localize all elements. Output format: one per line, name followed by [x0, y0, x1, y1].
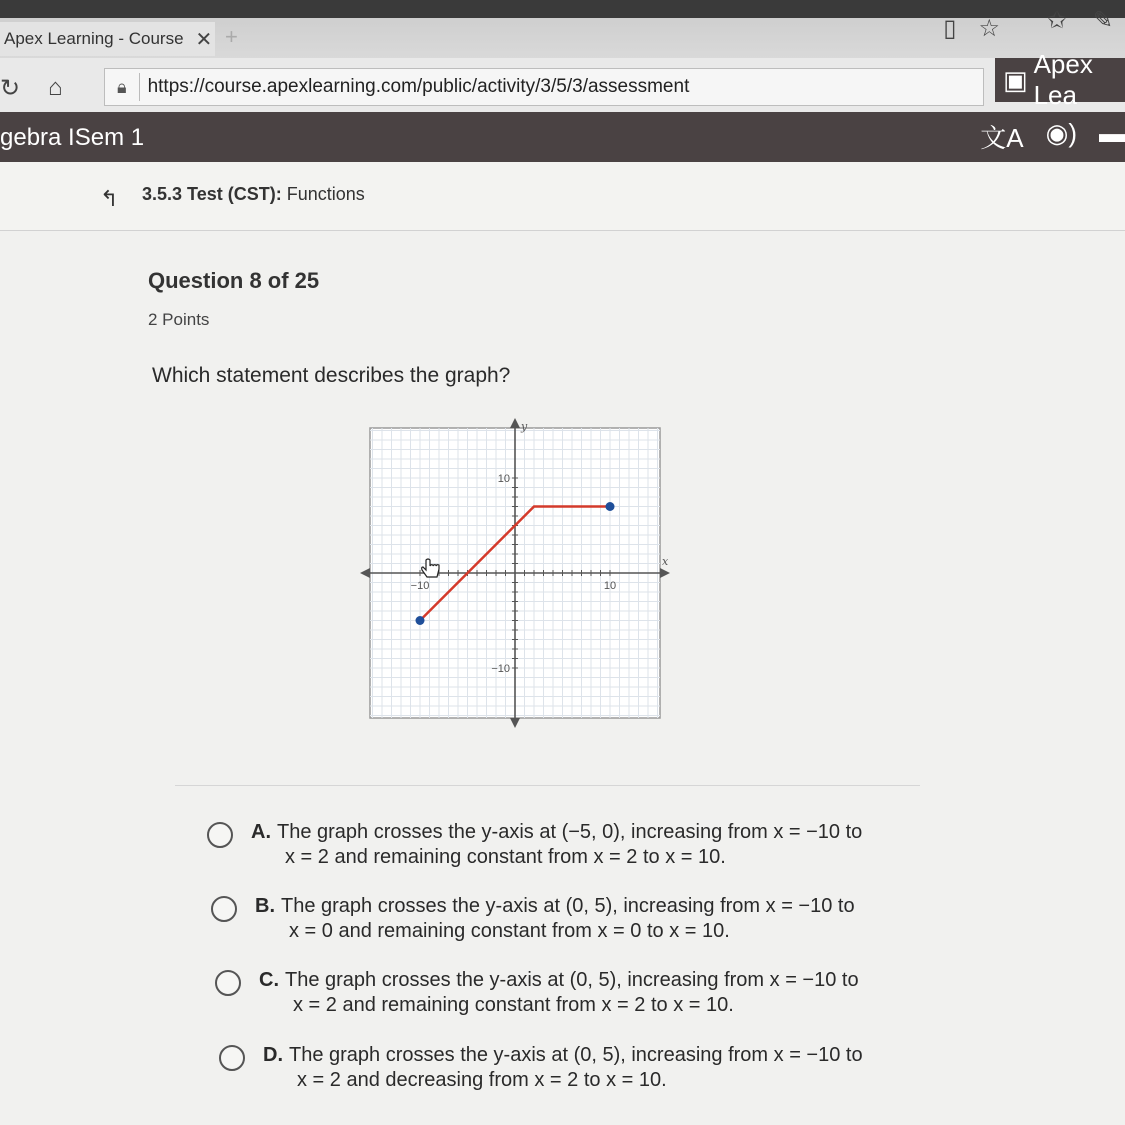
choice-a[interactable] [207, 820, 862, 870]
choice-text-a-line2: x = 2 and remaining constant from x = 2 to x = 10. [285, 846, 726, 868]
lesson-name: Functions [286, 184, 365, 204]
divider [175, 785, 920, 786]
toolbar-actions [1047, 6, 1113, 35]
graph-endpoint-start [416, 616, 425, 625]
radio-a[interactable] [207, 822, 233, 848]
x-axis-arrow-right [660, 568, 670, 578]
choice-text-d-line1: The graph crosses the y-axis at (0, 5), increasing from x = −10 to [289, 1044, 863, 1066]
choice-text-c-line2: x = 2 and remaining constant from x = 2 to x = 10. [293, 994, 734, 1016]
choice-text-a-line1: The graph crosses the y-axis at (−5, 0), increasing from x = −10 to [277, 821, 863, 843]
function-graph [360, 418, 680, 738]
choice-c[interactable] [215, 968, 859, 1018]
x-axis-arrow-left [360, 568, 370, 578]
question-title: Question 8 of 25 [148, 268, 320, 293]
address-separator [139, 73, 140, 101]
choice-text-b-line1: The graph crosses the y-axis at (0, 5), increasing from x = −10 to [281, 895, 855, 917]
apex-brand-text: Apex Lea [1033, 49, 1093, 110]
choice-letter-b: B. [255, 895, 275, 917]
tab-actions [943, 14, 1000, 43]
tick-label-x-pos: 10 [603, 580, 617, 592]
apex-header [0, 112, 1125, 162]
new-tab-icon[interactable]: + [225, 24, 238, 49]
radio-d[interactable] [219, 1045, 245, 1071]
choice-letter-d: D. [263, 1044, 283, 1066]
course-title: gebra ISem 1 [0, 124, 145, 151]
nav-bar [0, 62, 1125, 112]
y-axis-label: y [521, 420, 528, 433]
favorite-star-icon[interactable]: ☆ [978, 15, 1000, 42]
header-icons [980, 118, 1125, 155]
graph-endpoint-end [606, 502, 615, 511]
breadcrumb [142, 184, 365, 205]
radio-b[interactable] [211, 896, 237, 922]
y-axis-arrow-up [510, 418, 520, 428]
tick-label-y-neg: −10 [491, 663, 510, 675]
y-axis-arrow-down [510, 718, 520, 728]
choice-d[interactable] [219, 1043, 863, 1093]
print-icon[interactable]: ▬ [1099, 118, 1125, 148]
lesson-code: 3.5.3 Test (CST): [142, 184, 282, 204]
choice-text-b-line2: x = 0 and remaining constant from x = 0 to x = 10. [289, 920, 730, 942]
refresh-icon[interactable]: ↻ [0, 75, 21, 102]
apex-logo[interactable] [995, 49, 1125, 110]
choice-text-c-line1: The graph crosses the y-axis at (0, 5), increasing from x = −10 to [285, 969, 859, 991]
choice-letter-a: A. [251, 821, 271, 843]
radio-c[interactable] [215, 970, 241, 996]
choice-letter-c: C. [259, 969, 279, 991]
question-points: 2 Points [148, 310, 210, 329]
browser-tab[interactable] [0, 22, 215, 56]
question-prompt: Which statement describes the graph? [152, 364, 511, 387]
lock-icon: 🔒︎ [117, 76, 127, 97]
tick-label-x-neg: −10 [410, 580, 430, 592]
tick-label-y-pos: 10 [497, 473, 510, 485]
reading-view-icon[interactable]: ▯ [943, 15, 957, 42]
apex-logo-icon: ▣ [1003, 64, 1028, 95]
home-icon[interactable]: ⌂ [48, 74, 63, 101]
url-text: https://course.apexlearning.com/public/activity/3/5/3/assessment [147, 76, 690, 97]
choice-b[interactable] [211, 894, 855, 944]
translate-icon[interactable]: 文A [980, 123, 1024, 153]
favorites-icon[interactable]: ✩ [1046, 7, 1067, 34]
address-bar[interactable] [104, 68, 984, 106]
pen-icon[interactable]: ✎ [1092, 7, 1113, 34]
tab-title: Apex Learning - Course [4, 29, 184, 48]
tab-close-icon[interactable]: ✕ [195, 28, 213, 51]
back-arrow-icon[interactable]: ↰ [100, 186, 119, 211]
x-axis-label: x [662, 555, 669, 568]
read-aloud-icon[interactable]: ◉) [1045, 118, 1077, 148]
choice-text-d-line2: x = 2 and decreasing from x = 2 to x = 10. [297, 1069, 667, 1091]
